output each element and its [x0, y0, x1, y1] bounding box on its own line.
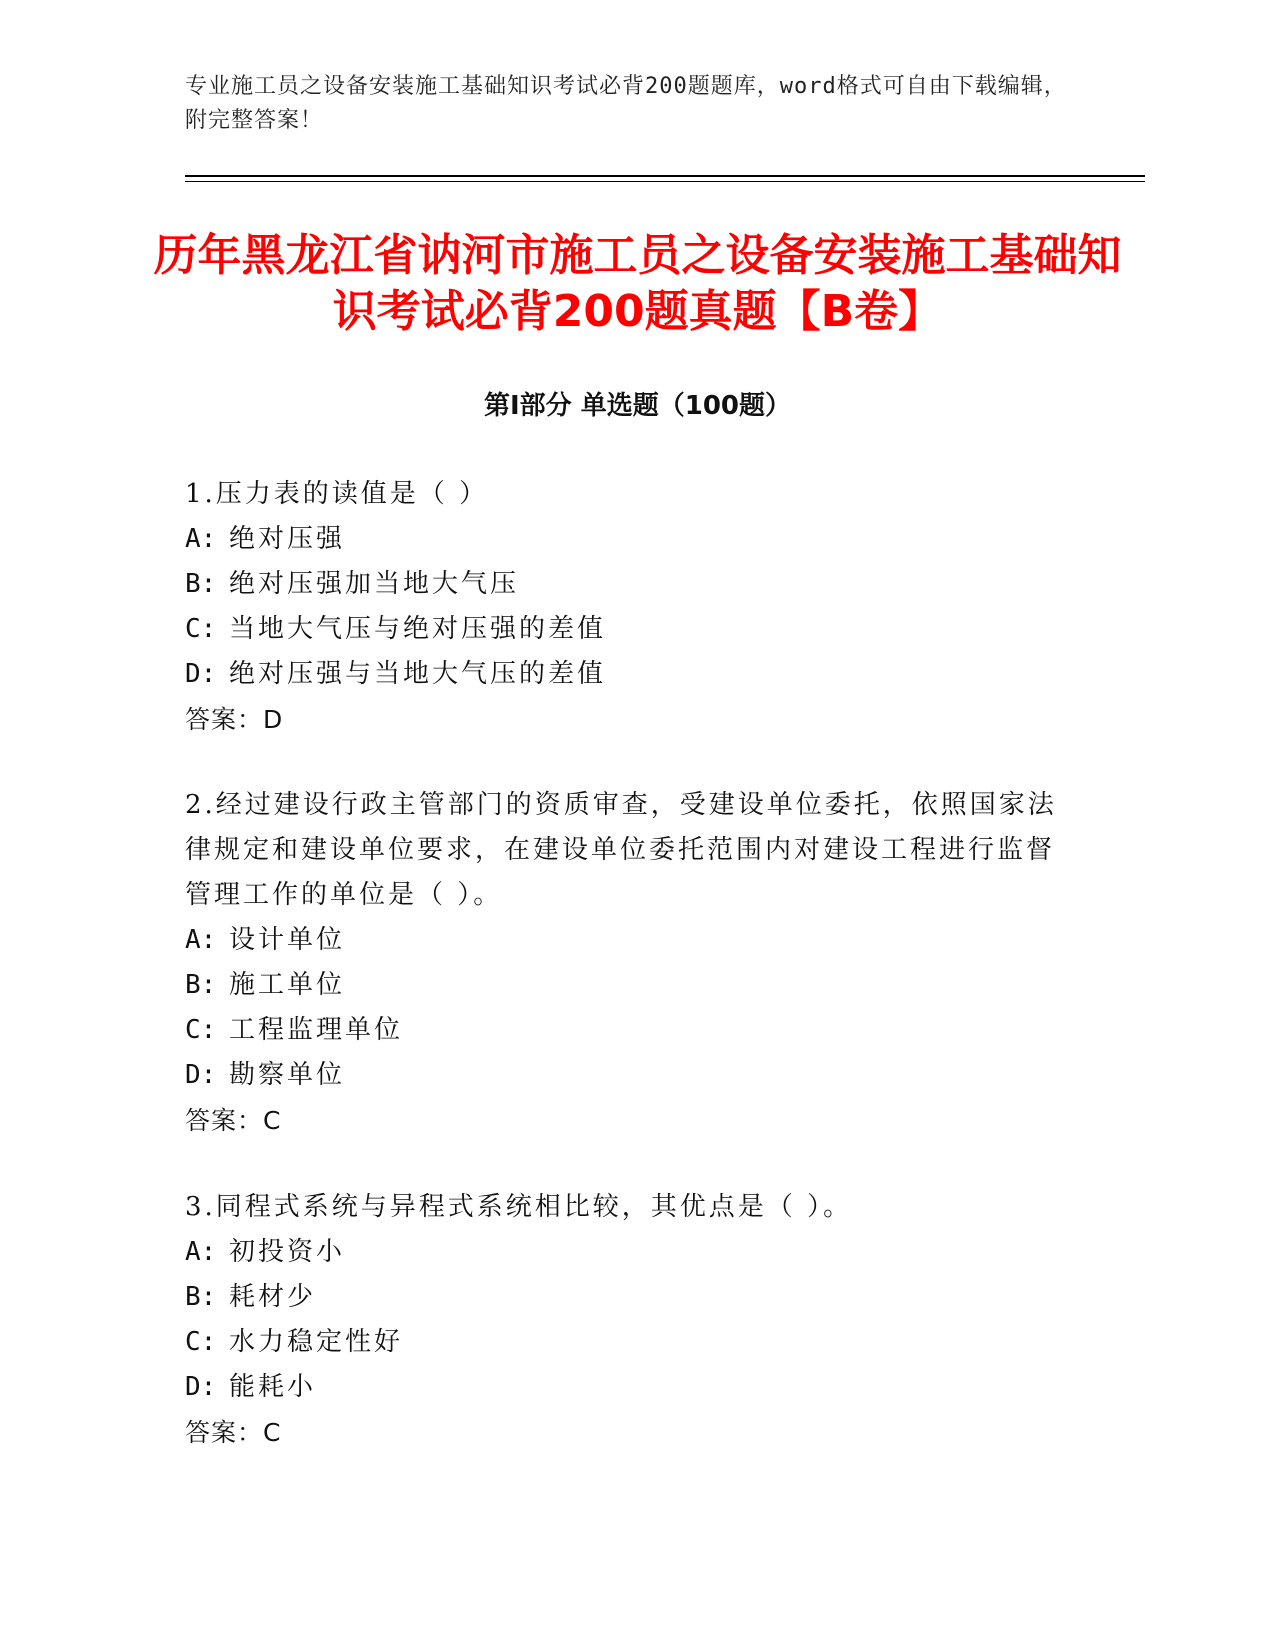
option-text: 初投资小: [229, 1237, 346, 1267]
answer-value: D: [263, 705, 284, 734]
option-text: 工程监理单位: [229, 1015, 404, 1045]
question-1: [185, 472, 1065, 742]
option-b: [185, 562, 1065, 607]
header-divider-thick: [185, 175, 1145, 177]
header-note: 专业施工员之设备安装施工基础知识考试必背200题题库，word格式可自由下载编辑，附完整答案！: [185, 74, 1067, 133]
option-d: [185, 1053, 1065, 1098]
option-c: [185, 1008, 1065, 1053]
option-c: [185, 1320, 1065, 1365]
option-key: C:: [185, 1015, 217, 1045]
option-text: 当地大气压与绝对压强的差值: [229, 614, 607, 644]
option-text: 绝对压强与当地大气压的差值: [229, 659, 607, 689]
answer-label: 答案：: [185, 1106, 264, 1135]
section-title: 第Ⅰ部分 单选题（100题）: [484, 391, 791, 421]
answer-value: C: [263, 1106, 282, 1135]
option-key: A:: [185, 925, 217, 955]
option-c: [185, 607, 1065, 652]
option-d: [185, 652, 1065, 697]
option-key: D:: [185, 659, 217, 689]
question-2: [185, 783, 1065, 1143]
option-text: 设计单位: [229, 925, 346, 955]
option-key: A:: [185, 1237, 217, 1267]
question-text: 3.同程式系统与异程式系统相比较，其优点是（ ）。: [185, 1192, 853, 1222]
option-a: [185, 918, 1065, 963]
option-key: A:: [185, 524, 217, 554]
document-title: 历年黑龙江省讷河市施工员之设备安装施工基础知识考试必背200题真题【B卷】: [153, 230, 1122, 337]
answer-label: 答案：: [185, 705, 264, 734]
header-divider-thin: [185, 181, 1145, 182]
option-text: 耗材少: [229, 1282, 317, 1312]
option-key: D:: [185, 1060, 217, 1090]
answer-line: [185, 1410, 1065, 1455]
answer-line: [185, 697, 1065, 742]
option-a: [185, 517, 1065, 562]
option-b: [185, 1275, 1065, 1320]
option-text: 水力稳定性好: [229, 1327, 404, 1357]
option-text: 绝对压强加当地大气压: [229, 569, 520, 599]
option-text: 绝对压强: [229, 524, 346, 554]
option-text: 能耗小: [229, 1372, 317, 1402]
option-b: [185, 963, 1065, 1008]
option-key: B:: [185, 569, 217, 599]
option-a: [185, 1230, 1065, 1275]
option-key: B:: [185, 1282, 217, 1312]
answer-label: 答案：: [185, 1418, 264, 1447]
option-d: [185, 1365, 1065, 1410]
option-key: C:: [185, 1327, 217, 1357]
option-key: B:: [185, 970, 217, 1000]
question-text: 2.经过建设行政主管部门的资质审查，受建设单位委托，依照国家法律规定和建设单位要求，在建设单位委托范围内对建设工程进行监督管理工作的单位是（ ）。: [185, 790, 1057, 910]
option-text: 勘察单位: [229, 1060, 346, 1090]
option-key: D:: [185, 1372, 217, 1402]
option-key: C:: [185, 614, 217, 644]
option-text: 施工单位: [229, 970, 346, 1000]
answer-line: [185, 1098, 1065, 1143]
question-text: 1.压力表的读值是（ ）: [185, 479, 489, 509]
question-3: [185, 1185, 1065, 1455]
answer-value: C: [263, 1418, 282, 1447]
